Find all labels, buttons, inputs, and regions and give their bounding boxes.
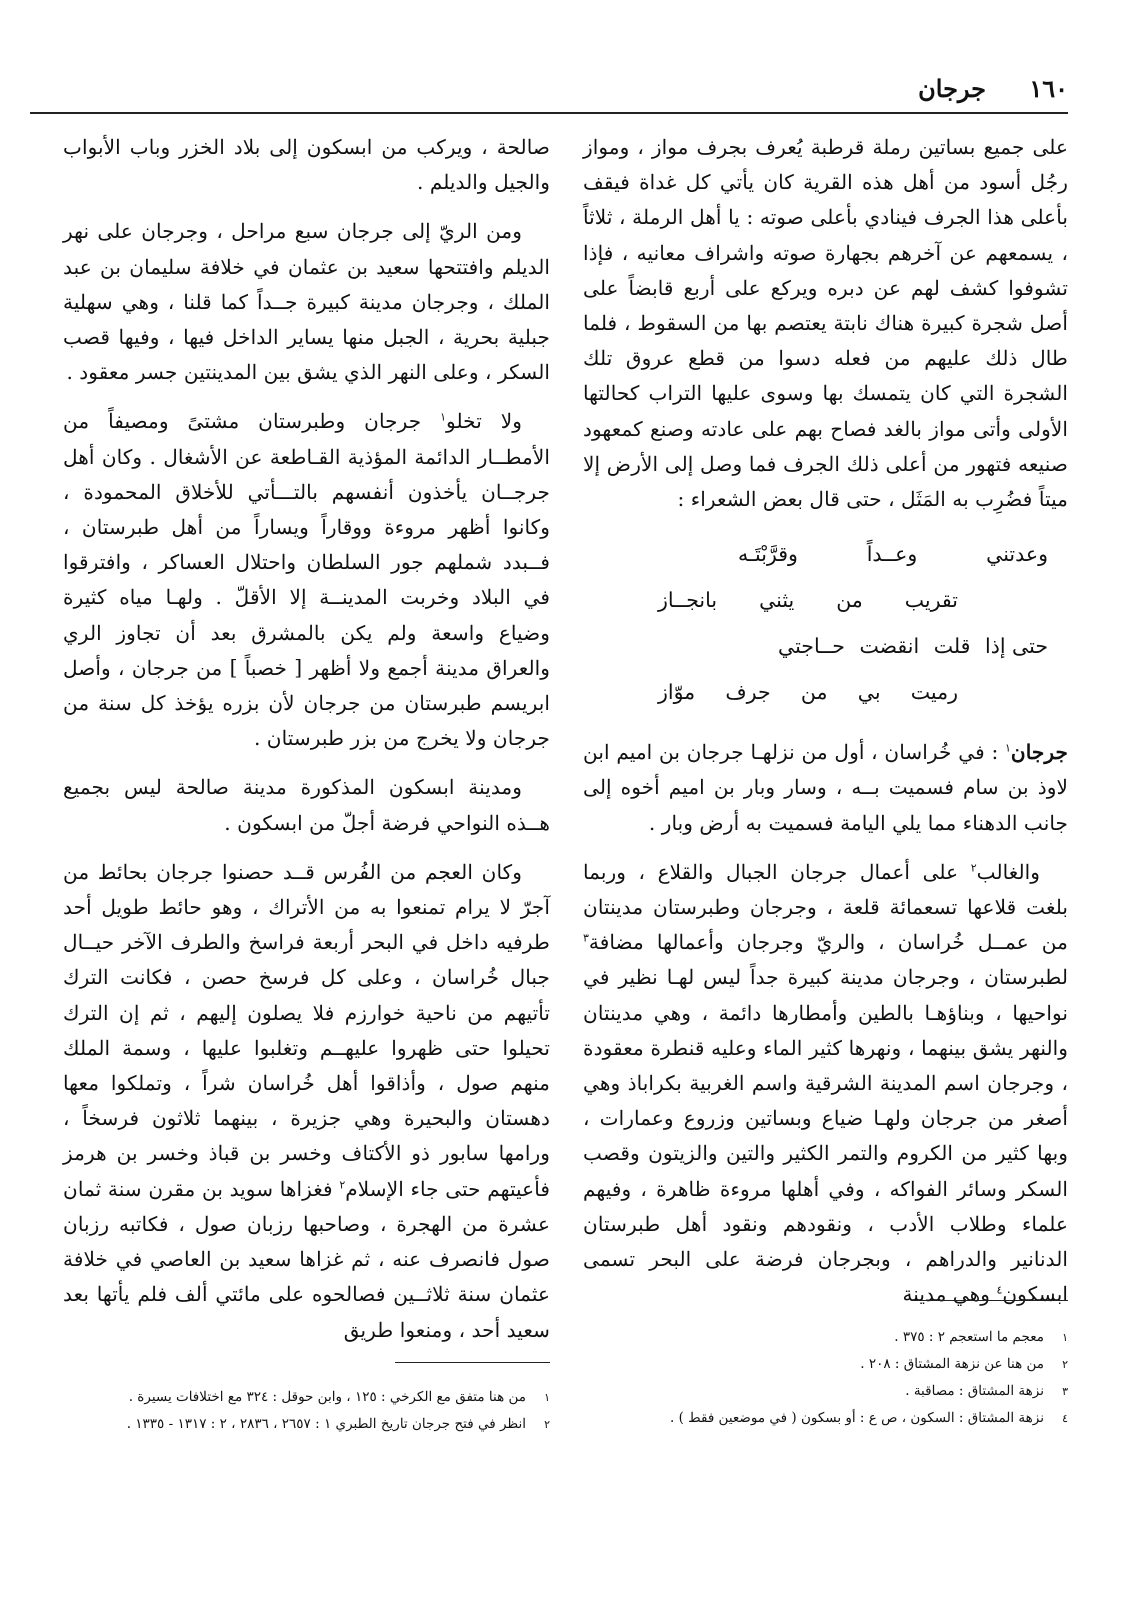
footnote bbox=[583, 1405, 1068, 1432]
poem-word: من bbox=[836, 588, 863, 613]
footnote-text: من هنا متفق مع الكرخي : ١٢٥ ، وابن حوقل : ٣٢٤ مع اختلافات يسيرة . bbox=[128, 1389, 526, 1405]
paragraph-text: والغالب bbox=[976, 859, 1040, 884]
page-number: ١٦٠ bbox=[1029, 74, 1068, 103]
entry-headword: جرجان bbox=[1010, 740, 1068, 765]
footnote-number: ٢ bbox=[544, 1418, 550, 1431]
poem-line bbox=[628, 531, 1048, 577]
poem-word: وقرَّبْتَـه bbox=[738, 542, 798, 567]
paragraph-text: ولا تخلو bbox=[446, 409, 522, 434]
footnote-number: ٤ bbox=[1062, 1412, 1068, 1425]
footnote-text: نزهة المشتاق : مصاقبة . bbox=[905, 1383, 1044, 1399]
footnote-ref: ٤ bbox=[996, 1283, 1003, 1297]
paragraph bbox=[63, 855, 550, 1348]
poem-word: رميت bbox=[910, 680, 958, 705]
paragraph-text: لطبرستان ، وجرجان مدينة كبيرة جداً ليس لهـا نظير في نواحيها ، وبناؤهـا بالطين وأمطارها دائمة ، وهي مدينتان والنهر يشق بينهما ، ونهرها كثير الماء وعليه قنطرة معقودة ، وجرجان اسم المدينة الشرقية واسم الغربية بكراباذ وهي أصغر من جرجان ولهـا ضياع وبساتين وزروع وعمارات ، وبها كثير من الكروم والتمر الكثير والتين والزيتون وقصب السكر وسائر الفواكه ، وفي أهلها مروءة ظاهرة ، وفيهم علماء وطلاب الأدب ، ونقودهم ونقود أهل طبرستان الدنانير والدراهم ، وبجرجان فرضة على البحر تسمى ابسكون bbox=[583, 965, 1068, 1307]
paragraph: على جميع بساتين رملة قرطبة يُعرف بجرف مواز ، ومواز رجُل أسود من أهل هذه القرية كان يأتي كل غداة فيقف بأعلى هذا الجرف فينادي بأعلى صوته : يا أهل الرملة ، ثلاثاً ، يسمعهم عن آخرهم بجهارة صوته واشراف معانيه ، فإذا تشوفوا كشف لهم عن دبره ويركع على أربع قابضاً على أصل شجرة كبيرة هناك نابتة يعتصم بها من السقوط ، فلما طال ذلك عليهم من فعله دسوا من قطع عروق تلك الشجرة التي كان يتمسك بها وسوى عليها التراب كحالتها الأولى وأتى مواز بالغد فصاح بهم على عادته وصنع كمعهود صنيعه فتهور من أعلى ذلك الجرف فما وصل إلى الأرض إلا ميتاً فضُرِب به المَثَل ، حتى قال بعض الشعراء : bbox=[583, 135, 1068, 512]
poem-word: جرف bbox=[725, 680, 771, 705]
poem-word: حــاجتي bbox=[778, 634, 845, 659]
footnote bbox=[63, 1384, 550, 1411]
footnote-divider bbox=[913, 1300, 1068, 1301]
footnotes-right bbox=[583, 1324, 1068, 1432]
poem-word: قلت bbox=[933, 634, 971, 659]
poem-word: انقضت bbox=[859, 634, 920, 659]
poem-word: يثني bbox=[759, 588, 795, 613]
paragraph-text: على أعمال جرجان الجبال والقلاع ، وربما بلغت قلاعها تسعمائة قلعة ، وجرجان وطبرستان مدينتان من عمــل خُراسان ، والريّ وجرجان وأعمالها مضافة bbox=[583, 859, 1068, 955]
paragraph: ومن الريّ إلى جرجان سبع مراحل ، وجرجان على نهر الديلم وافتتحها سعيد بن عثمان في خلافة سليمان بن عبد الملك ، وجرجان مدينة كبيرة جــداً كما قلنا ، وهي سهلية جبلية بحرية ، الجبل منها يساير الداخل فيها ، وفيها قصب السكر ، وعلى النهر الذي يشق بين المدينتين جسر معقود . bbox=[63, 219, 550, 385]
footnote bbox=[583, 1324, 1068, 1351]
paragraph-text: : في خُراسان ، أول من نزلهـا جرجان بن اميم ابن لاوذ بن سام فسميت بــه ، وسار وبار بن اميم أخوه إلى جانب الدهناء مما يلي اليامة فسميت به أرض وبار . bbox=[583, 740, 1068, 835]
footnote-number: ١ bbox=[1062, 1331, 1068, 1344]
footnote-ref: ٢ bbox=[970, 861, 977, 875]
footnote-text: انظر في فتح جرجان تاريخ الطبري ١ : ٢٦٥٧ ، ٢٨٣٦ ، ٢ : ١٣١٧ - ١٣٣٥ . bbox=[126, 1416, 526, 1432]
paragraph: ومدينة ابسكون المذكورة مدينة صالحة ليس بجميع هــذه النواحي فرضة أجلّ من ابسكون . bbox=[63, 775, 550, 835]
footnote-number: ٣ bbox=[1062, 1385, 1068, 1398]
poem-word: حتى إذا bbox=[985, 634, 1048, 659]
entry-paragraph bbox=[583, 735, 1068, 841]
poem-word: بانجــاز bbox=[658, 588, 718, 613]
footnote-ref: ٢ bbox=[339, 1177, 346, 1191]
paragraph-text: جرجان وطبرستان مشتىً ومصيفاً من الأمطــار الدائمة المؤذية القـاطعة عن الأشغال . وكان أهل جرجــان يأخذون أنفسهم بالتـــأتي للأخلاق المحمودة ، وكانوا أظهر مروءة ووقاراً ويساراً من أهل طبرستان ، فــبدد شملهم جور السلطان واحتلال العساكر ، وافترقوا في البلاد وخربت المدينــة إلا الأقلّ . ولهـا مياه كثيرة وضياع واسعة ولم يكن بالمشرق بعد أن تجاوز الري والعراق مدينة أجمع ولا أظهر [ خصباً ] من جرجان ، وأصل ابريسم طبرستان من جرجان لأن بزره يؤخذ كل سنة من جرجان ولا يخرج من بزر طبرستان . bbox=[63, 409, 550, 751]
poem-word: وعــداً bbox=[866, 542, 918, 567]
running-head: جرجان bbox=[918, 74, 986, 103]
paragraph-text: وكان العجم من الفُرس قــد حصنوا جرجان بحائط من آجرّ لا يرام تمنعوا به من الأتراك ، وهو حائط طويل أحد طرفيه داخل في البحر أربعة فراسخ والطرف الآخر حيــال جبال خُراسان ، وعلى كل فرسخ حصن ، فكانت الترك تأتيهم من ناحية خوارزم فلا يصلون إليهم ، ثم إن الترك تحيلوا حتى ظهروا عليهــم وتغلبوا عليها ، وسمة الملك منهم صول ، وأذاقوا أهل خُراسان شراً ، وتملكوا معها دهستان والبحيرة وهي جزيرة ، بينهما ثلاثون فرسخاً ، ورامها سابور ذو الأكتاف وخسر بن قباذ وخسر بن هرمز فأعيتهم حتى جاء الإسلام bbox=[63, 859, 550, 1201]
footnote-divider bbox=[395, 1362, 550, 1363]
footnote bbox=[583, 1378, 1068, 1405]
paragraph-text: فغزاها سويد بن مقرن سنة ثمان عشرة من الهجرة ، وصاحبها رزبان صول ، فكاتبه رزبان صول فانصرف عنه ، ثم غزاها سعيد بن العاصي في خلافة عثمان سنة ثلاثــين فصالحوه على مائتي ألف فلم يأتها بعد سعيد أحد ، ومنعوا طريق bbox=[63, 1176, 550, 1342]
footnote-text: من هنا عن نزهة المشتاق : ٢٠٨ . bbox=[860, 1356, 1044, 1372]
footnote-text: معجم ما استعجم ٢ : ٣٧٥ . bbox=[894, 1329, 1044, 1345]
footnote-ref: ٣ bbox=[583, 931, 589, 945]
poem bbox=[628, 531, 1068, 715]
footnote bbox=[63, 1411, 550, 1438]
paragraph: صالحة ، ويركب من ابسكون إلى بلاد الخزر وباب الأبواب والجيل والديلم . bbox=[63, 135, 550, 195]
poem-word: تقريب bbox=[904, 588, 958, 613]
page-header bbox=[30, 66, 1068, 114]
poem-word: موّاز bbox=[658, 680, 696, 705]
footnote-text: نزهة المشتاق : السكون ، ص ع : أو بسكون ( في موضعين فقط ) . bbox=[670, 1410, 1044, 1426]
footnote-ref: ١ bbox=[440, 410, 447, 424]
poem-line bbox=[628, 577, 1048, 623]
poem-word: من bbox=[800, 680, 828, 705]
poem-line bbox=[628, 623, 1048, 669]
footnote-number: ٢ bbox=[1062, 1358, 1068, 1371]
poem-line bbox=[628, 669, 1048, 715]
poem-word: بي bbox=[857, 680, 881, 705]
footnote-ref: ١ bbox=[1005, 741, 1011, 755]
paragraph bbox=[63, 404, 550, 756]
poem-word: وعدتني bbox=[986, 542, 1048, 567]
paragraph bbox=[583, 855, 1068, 1313]
footnotes-left bbox=[63, 1384, 550, 1438]
paragraph-text: وهي مدينة bbox=[902, 1282, 997, 1307]
footnote bbox=[583, 1351, 1068, 1378]
left-column bbox=[63, 130, 550, 1362]
right-column bbox=[583, 130, 1068, 1326]
footnote-number: ١ bbox=[544, 1391, 550, 1404]
